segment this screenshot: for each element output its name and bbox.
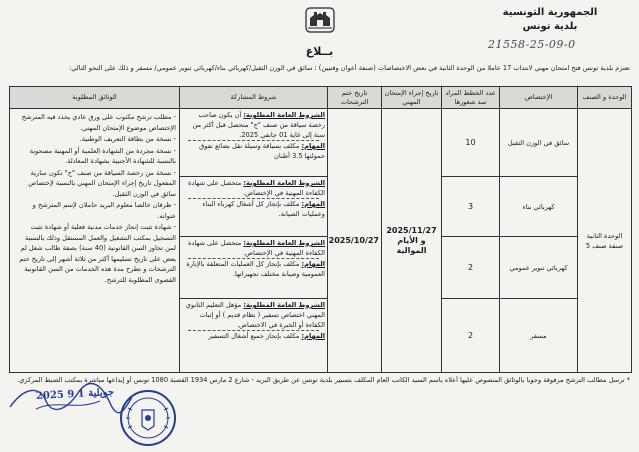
municipality-label: بلدية تونس [522, 21, 578, 32]
conditions-heading: الشروط العامة المطلوبة: [243, 239, 325, 247]
competition-table [9, 86, 632, 373]
tasks-text: مكلف بإنجاز جميع أشغال التسفير [208, 332, 300, 340]
header-documents: الوثائق المطلوبة [10, 87, 180, 109]
conditions-text: أن يكون صاحب رخصة سياقة من صنف "ج" متحصل قبل أكثر من سنة إلى غاية 01 جانفي 2025. [192, 111, 325, 139]
documents-cell [10, 109, 180, 373]
posts-cell: 2 [442, 299, 500, 373]
header-unit: الوحدة و الصنف [578, 87, 632, 109]
tasks-heading: المهام: [301, 332, 325, 340]
conditions-heading: الشروط العامة المطلوبة: [243, 179, 325, 187]
document-item: - نسخة من بطاقة التعريف الوطنية. [79, 135, 176, 143]
tasks-heading: المهام: [301, 200, 325, 208]
specialty-cell: كهربائي بناء [500, 177, 578, 237]
header-deadline: تاريخ ختم الترشحات [328, 87, 382, 109]
conditions-heading: الشروط العامة المطلوبة: [243, 301, 325, 309]
footer-note: * ترسل مطالب الترشح مرفوقة وجوبا بالوثائق المنصوص عليها أعلاه باسم السيد الكاتب العام المكلف بتسيير بلدية تونس عن طريق البريد - شارع 2 مارس 1934 القصبة 1080 تونس أو إيداعها مباشرة بمكتب الضبط المركزي. [17, 376, 630, 384]
tasks-text: مكلف بإنجاز كل العمليات المتعلقة بالإنارة العمومية وصيانة مختلف تجهيزاتها. [186, 260, 325, 278]
conditions-heading: الشروط العامة المطلوبة: [243, 111, 325, 119]
header-specialty: الإختصاص [500, 87, 578, 109]
posts-cell: 2 [442, 237, 500, 299]
document-item: - مطلب ترشح مكتوب على ورق عادي يحدد فيه المترشح الإختصاص موضوع الإمتحان المهني. [21, 113, 176, 132]
document-item: - نسخة من رخصة السياقة من صنف "ج" تكون سارية المفعول تاريخ إجراء الإمتحان المهني بالنسبة لإختصاص سائق في الوزن الثقيل. [28, 168, 176, 198]
specialty-cell: مسفر [500, 299, 578, 373]
document-item: - ظرفان خالصا معلوم البريد حاملان لإسم المترشح و عنوانه. [32, 201, 176, 220]
header-exam-date: تاريخ إجراء الإمتحان المهني [382, 87, 442, 109]
specialty-cell: سائق في الوزن الثقيل [500, 109, 578, 177]
header-posts: عدد الخطط المراد سد شغورها [442, 87, 500, 109]
header-conditions: شروط المشاركة [180, 87, 328, 109]
tasks-heading: المهام: [301, 142, 325, 150]
official-seal-icon [118, 388, 178, 448]
tasks-text: مكلف بإنجاز كل أشغال كهرباء البناء وعمليات الصيانة. [202, 200, 325, 218]
document-item: - شهادة تثبت إنجاز خدمات مدنية فعلية أو شهادة تثبت التسجيل بمكتب التشغيل والعمل المستقل وذلك بالنسبة لمن تجاوز السن القانونية (40 سنة) بصفة طالب شغل لم يعض على تاريخ تسليمها أكثر من ثلاثة أشهر إلى تاريخ ختم الترشحات و تطرح مدة هذه الخدمات من السن القانونية القصوى المطلوبة للترشح. [19, 223, 176, 284]
exam-date-cell: 2025/11/27 و الأيام الموالية [382, 109, 442, 373]
municipality-logo-icon [304, 6, 336, 34]
conditions-cell [180, 177, 328, 237]
conditions-cell [180, 299, 328, 373]
posts-cell: 3 [442, 177, 500, 237]
letterhead [475, 6, 625, 34]
specialty-cell: كهربائي تنوير عمومي [500, 237, 578, 299]
conditions-text: متحصل على شهادة الكفاءة المهنية في الإختصاص. [188, 239, 325, 257]
conditions-cell [180, 237, 328, 299]
republic-label: الجمهورية التونسية [502, 7, 598, 18]
tasks-heading: المهام: [301, 260, 325, 268]
date-stamp: 2025 جويلية 1 9 [35, 386, 115, 403]
intro-paragraph: تعتزم بلدية تونس فتح امتحان مهني لانتداب 17 عاملا من الوحدة الثانية في بعض الاختصاصات (صنفة أعوان وقتيين) : سائق في الوزن الثقيل/كهربائي بناء/كهربائي تنوير عمومي/ مسفر و ذلك على النحو التالي: [69, 64, 630, 72]
conditions-cell [180, 109, 328, 177]
table-row [10, 109, 632, 177]
notice-title: بــلاغ [305, 45, 334, 58]
conditions-text: متحصل على شهادة الكفاءة المهنية في الإختصاص. [188, 179, 325, 197]
tasks-text: مكلف بسياقة وسيلة نقل بضائع تفوق حمولتها 3.5 أطنان [199, 142, 325, 160]
document-item: - نسخة مجردة من الشهادة العلمية أو المهنية مصحوبة بالنسبة للشهادة الأجنبية بشهادة المعادلة. [29, 146, 176, 165]
handwritten-reference: 21558-25-09-0 [488, 38, 576, 51]
unit-cell: الوحدة الثانية صنفة صنف 5 [578, 109, 632, 373]
deadline-cell: 2025/10/27 [328, 109, 382, 373]
conditions-text: مؤهل التعليم الثانوي المهني اختصاص تسفير ( نظام قديم ) أو إثبات الكفاءة أو الخبرة في الاختصاص. [185, 301, 325, 329]
posts-cell: 10 [442, 109, 500, 177]
